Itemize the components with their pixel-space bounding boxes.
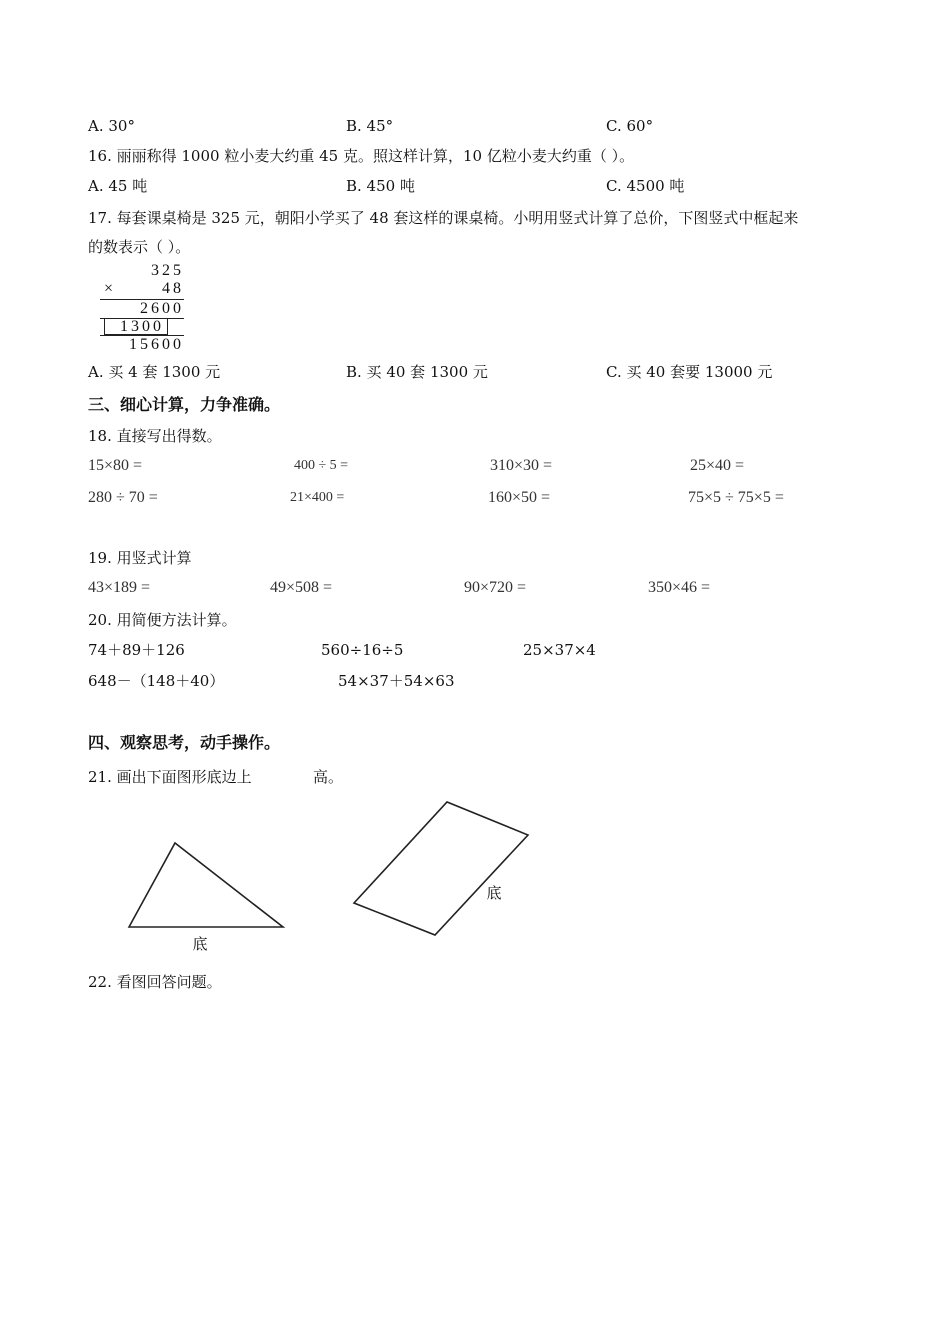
vertical-partial-1: 2600 [140,300,184,317]
q19-title: 19. 用竖式计算 [88,549,192,567]
vertical-partial-2: 1300 [120,318,164,335]
vertical-multiplier: 48 [162,280,184,297]
q20-item: 648－（148＋40） [88,672,225,690]
q16-option-a: A. 45 吨 [88,177,148,195]
q21-title-part1: 21. 画出下面图形底边上 [88,768,252,786]
section4-heading: 四、观察思考，动手操作。 [88,733,281,752]
q16-option-c: C. 4500 吨 [606,177,685,195]
triangle-base-label: 底 [192,935,208,953]
vertical-times-sign: × [104,280,114,297]
q17-option-a: A. 买 4 套 1300 元 [88,363,221,381]
q15-option-b: B. 45° [346,117,394,135]
q19-item: 49×508 = [270,579,333,596]
parallelogram-shape [354,802,528,935]
q18-item: 25×40 = [690,457,745,474]
q18-title: 18. 直接写出得数。 [88,427,222,445]
q20-item: 54×37＋54×63 [338,672,455,690]
q18-item: 15×80 = [88,457,143,474]
q15-option-a: A. 30° [88,117,135,135]
q20-item: 25×37×4 [523,641,596,659]
q21-figures [0,790,950,960]
q16-question: 16. 丽丽称得 1000 粒小麦大约重 45 克。照这样计算，10 亿粒小麦大约重（ ）。 [88,147,635,165]
section3-heading: 三、细心计算，力争准确。 [88,395,281,414]
q15-option-c: C. 60° [606,117,654,135]
q19-item: 43×189 = [88,579,151,596]
q22-title: 22. 看图回答问题。 [88,973,222,991]
vertical-multiplicand: 325 [151,262,184,279]
triangle-shape [129,843,283,927]
q16-option-b: B. 450 吨 [346,177,415,195]
q18-item: 21×400 = [290,490,345,505]
q21-title-part2: 高。 [313,768,344,786]
q18-item: 310×30 = [490,457,553,474]
q18-item: 160×50 = [488,489,551,506]
vertical-result: 15600 [129,336,184,353]
q19-item: 90×720 = [464,579,527,596]
q17-option-c: C. 买 40 套要 13000 元 [606,363,773,381]
q18-item: 75×5 ÷ 75×5 = [688,489,784,506]
q20-title: 20. 用简便方法计算。 [88,611,237,629]
q18-item: 280 ÷ 70 = [88,489,158,506]
q18-item: 400 ÷ 5 = [294,458,349,473]
parallelogram-base-label: 底 [486,884,502,902]
q20-item: 560÷16÷5 [321,641,404,659]
q17-question-line1: 17. 每套课桌椅是 325 元，朝阳小学买了 48 套这样的课桌椅。小明用竖式计算了总价，下图竖式中框起来 [88,209,799,227]
q17-option-b: B. 买 40 套 1300 元 [346,363,488,381]
q20-item: 74＋89＋126 [88,641,185,659]
q17-question-line2: 的数表示（ ）。 [88,238,191,256]
q19-item: 350×46 = [648,579,711,596]
